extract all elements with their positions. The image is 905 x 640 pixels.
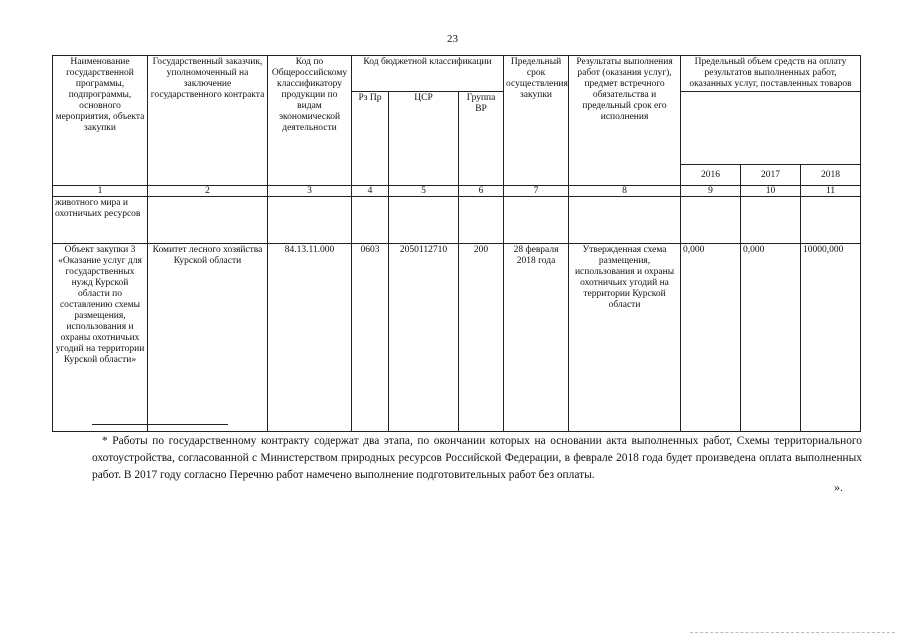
header-rzpr-cell: Рз Пр bbox=[352, 92, 389, 186]
object-value-2017: 0,000 bbox=[741, 244, 801, 432]
header-year-2017: 2017 bbox=[741, 165, 801, 186]
header-year-2016: 2016 bbox=[681, 165, 741, 186]
object-name-title: Объект закупки 3 bbox=[64, 245, 136, 255]
column-number: 7 bbox=[504, 186, 569, 197]
object-name-cell bbox=[53, 244, 148, 432]
header-volume-cell: Предельный объем средств на оплату результатов выполненных работ, оказанных услуг, поставленных товаров bbox=[681, 56, 861, 92]
continued-name-cell: животного мира и охотничьих ресурсов bbox=[53, 197, 148, 244]
object-value-2018: 10000,000 bbox=[801, 244, 861, 432]
column-number: 4 bbox=[352, 186, 389, 197]
object-csr-cell: 2050112710 bbox=[389, 244, 459, 432]
header-customer-cell: Государственный заказчик, уполномоченный на заключение государственного контракта bbox=[148, 56, 268, 186]
column-number: 10 bbox=[741, 186, 801, 197]
header-name-cell: Наименование государственной программы, подпрограммы, основного мероприятия, объекта закупки bbox=[53, 56, 148, 186]
column-number: 6 bbox=[459, 186, 504, 197]
object-okpd-cell: 84.13.11.000 bbox=[268, 244, 352, 432]
header-row-1 bbox=[53, 56, 861, 92]
header-okpd-cell: Код по Общероссийскому классификатору продукции по видам экономической деятельности bbox=[268, 56, 352, 186]
column-number: 8 bbox=[569, 186, 681, 197]
column-number: 1 bbox=[53, 186, 148, 197]
procurement-table bbox=[52, 55, 861, 432]
column-number: 2 bbox=[148, 186, 268, 197]
header-csr-cell: ЦСР bbox=[389, 92, 459, 186]
column-number: 11 bbox=[801, 186, 861, 197]
header-budget-code-cell: Код бюджетной классификации bbox=[352, 56, 504, 92]
object-row bbox=[53, 244, 861, 432]
column-number: 5 bbox=[389, 186, 459, 197]
header-vr-cell: Группа ВР bbox=[459, 92, 504, 186]
object-value-2016: 0,000 bbox=[681, 244, 741, 432]
header-deadline-cell: Предельный срок осуществления закупки bbox=[504, 56, 569, 186]
column-number: 3 bbox=[268, 186, 352, 197]
page-number: 23 bbox=[447, 33, 458, 45]
object-result-cell: Утвержденная схема размещения, использования и охраны охотничьих угодий на территории Курской области bbox=[569, 244, 681, 432]
header-volume-spacer bbox=[681, 92, 861, 165]
object-name-description: «Оказание услуг для государственных нужд Курской области по составлению схемы размещения, использования и охраны охотничьих угодий на территории Курской области» bbox=[55, 256, 145, 365]
object-customer-cell: Комитет лесного хозяйства Курской области bbox=[148, 244, 268, 432]
header-year-2018: 2018 bbox=[801, 165, 861, 186]
object-rzpr-cell: 0603 bbox=[352, 244, 389, 432]
continued-row bbox=[53, 197, 861, 244]
footnote-text: * Работы по государственному контракту содержат два этапа, по окончании которых на основании акта выполненных работ, Схемы территориального охотоустройства, согласованной с Министерством природных ресурсов Российской Федерации, в феврале 2018 года будет произведена оплата выполненных работ. В 2017 году согласно Перечню работ намечено выполнение подготовительных работ без оплаты. bbox=[92, 435, 862, 481]
scan-edge-line bbox=[690, 632, 895, 633]
column-number-row bbox=[53, 186, 861, 197]
closing-quote: ». bbox=[834, 480, 843, 494]
footnote-separator bbox=[92, 424, 228, 425]
header-results-cell: Результаты выполнения работ (оказания услуг), предмет встречного обязательства и предельный срок его исполнения bbox=[569, 56, 681, 186]
object-deadline-cell: 28 февраля 2018 года bbox=[504, 244, 569, 432]
column-number: 9 bbox=[681, 186, 741, 197]
object-vr-cell: 200 bbox=[459, 244, 504, 432]
